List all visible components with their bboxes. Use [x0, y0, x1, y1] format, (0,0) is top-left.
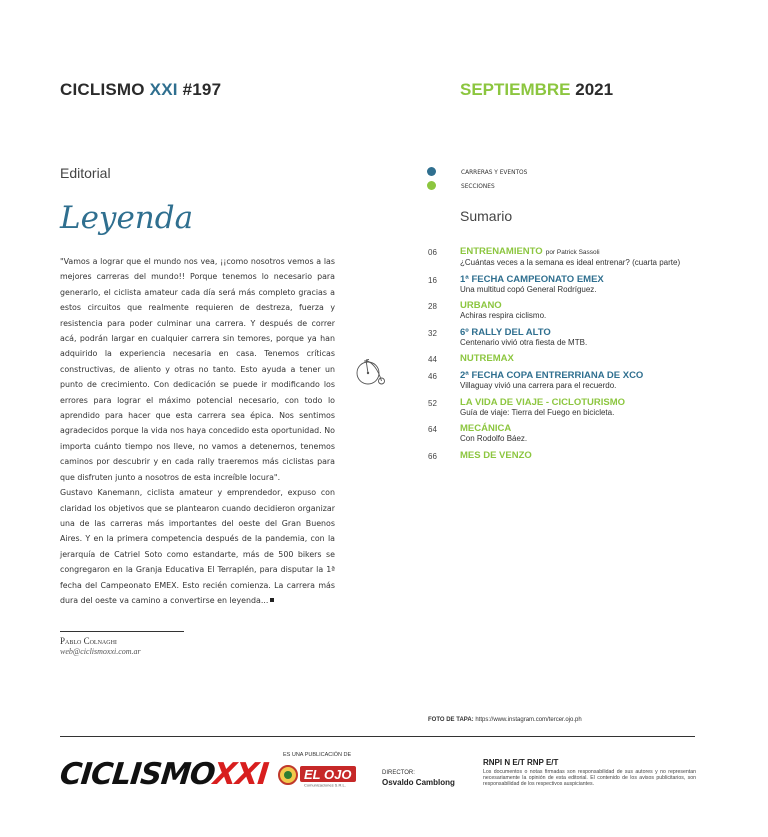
toc-body	[460, 353, 718, 364]
publisher-label: ES UNA PUBLICACIÓN DE	[283, 752, 352, 758]
toc-page-number: 52	[428, 398, 437, 408]
editorial-paragraph	[60, 485, 335, 608]
magazine-name: CICLISMO	[60, 80, 145, 99]
toc-item[interactable]	[428, 327, 718, 348]
legend-dot-icon	[427, 181, 436, 190]
issue-month: SEPTIEMBRE	[460, 80, 571, 99]
toc-item[interactable]	[428, 274, 718, 295]
toc-body	[460, 397, 718, 418]
ciclismo-xxi-logo	[58, 757, 269, 792]
toc-description: Centenario vivió otra fiesta de MTB.	[460, 337, 588, 347]
editorial-paragraph: "Vamos a lograr que el mundo nos vea, ¡¡como nosotros vemos a las mejores carreras del mundo!! Porque tenemos lo necesario para generarlo, el ciclista amateur cada día será más completo gracias a estos circuitos que realmente requieren de destreza, fuerza y resistencia para poder culminar una carrera. Y después de correr acá, podrán largar en cualquier carrera sin temores, porque ya han adquirido la experiencia necesaria en casa. Tenemos críticas constructivas, de aliento y otras no tanto. Esto ayuda a tener un punto de crecimiento. Con dedicación se puede ir modificando los errores para lograr el máximo potencial necesario, con todo lo aprendido para hacer que esta carrera sea épica. Nos sentimos agradecidos porque la vida nos haya concedido esta oportunidad. No importa cuánto tiempo nos lleve, no vamos a detenernos, tenemos caminos por descubrir y en cada rally traeremos más ciclistas para que disfruten junto a nosotros de esta increíble locura".	[60, 257, 335, 482]
toc-body	[460, 246, 718, 268]
toc-item[interactable]	[428, 300, 718, 321]
el-ojo-logo	[278, 763, 358, 787]
footer-divider	[60, 736, 695, 737]
sumario-title: Sumario	[460, 208, 513, 224]
author-name: Pablo Colnaghi	[60, 636, 117, 646]
toc-item[interactable]	[428, 246, 718, 268]
toc-page-number: 16	[428, 275, 437, 285]
legend	[427, 165, 527, 193]
legal-disclaimer: Los documentos o notas firmadas son responsabilidad de sus autores y no representan necesariamente la opinión de esta editorial. El contenido de los avisos publicitarios, son responsabilidad de los respectivos auspiciantes.	[483, 769, 696, 787]
magazine-issue-heading	[60, 80, 221, 100]
toc-description: Villaguay vivió una carrera para el recuerdo.	[460, 381, 617, 390]
toc-title-text: ENTRENAMIENTO	[460, 246, 543, 257]
toc-body	[460, 370, 718, 391]
logo-main: CICLISMO	[58, 757, 216, 792]
legend-dot-icon	[427, 167, 436, 176]
director-name: Osvaldo Camblong	[382, 778, 455, 787]
toc-title	[460, 423, 718, 434]
toc-description: Una multitud copó General Rodríguez.	[460, 284, 597, 294]
toc-title-text: 6º RALLY DEL ALTO	[460, 326, 551, 338]
signature-divider	[60, 631, 184, 632]
magazine-xxi: XXI	[149, 80, 178, 99]
toc-title	[460, 397, 718, 408]
logo-xxi: XXI	[211, 757, 270, 792]
editorial-title: Leyenda	[60, 200, 194, 236]
toc-title-text: MECÁNICA	[460, 423, 512, 434]
editorial-section-label: Editorial	[60, 165, 111, 181]
cover-credit-url[interactable]: https://www.instagram.com/tercer.ojo.ph	[475, 717, 582, 723]
toc-item[interactable]	[428, 423, 718, 444]
toc-title	[460, 300, 718, 311]
toc-body	[460, 300, 718, 321]
toc-body	[460, 327, 718, 348]
issue-year: 2021	[575, 80, 614, 99]
toc-page-number: 64	[428, 425, 437, 434]
editorial-body	[60, 254, 335, 608]
toc-title	[460, 370, 718, 381]
toc-title	[460, 450, 718, 461]
toc-item[interactable]	[428, 450, 718, 461]
toc-page-number: 32	[428, 328, 437, 338]
toc-body	[460, 274, 718, 295]
toc-title	[460, 353, 718, 364]
toc-description: Achiras respira ciclismo.	[460, 311, 547, 320]
toc-title-text: MES DE VENZO	[460, 449, 532, 461]
cover-credit-label: FOTO DE TAPA:	[428, 717, 474, 723]
toc-title-text: LA VIDA DE VIAJE - CICLOTURISMO	[460, 396, 626, 408]
legend-item-carreras	[427, 165, 527, 178]
author-email: web@ciclismoxxi.com.ar	[60, 647, 141, 656]
toc-item[interactable]	[428, 370, 718, 391]
toc-byline: por Patrick Sassoli	[545, 249, 600, 256]
toc-description: Con Rodolfo Báez.	[460, 434, 528, 443]
penny-farthing-bicycle-icon	[356, 357, 386, 387]
toc-item[interactable]	[428, 397, 718, 418]
publisher-name: EL OJO	[304, 767, 352, 782]
toc-title-text: 1ª FECHA CAMPEONATO EMEX	[460, 273, 604, 285]
toc-title-text: URBANO	[460, 300, 502, 311]
toc-description: Guía de viaje: Tierra del Fuego en bicicleta.	[460, 407, 615, 417]
issue-number: #197	[182, 80, 222, 99]
issue-date-heading	[460, 80, 613, 100]
toc-title	[460, 327, 718, 338]
toc-body	[460, 450, 718, 461]
toc-item[interactable]	[428, 353, 718, 364]
toc-page-number: 28	[428, 302, 437, 311]
table-of-contents	[428, 246, 718, 467]
registration-number: RNPI N E/T RNP E/T	[483, 758, 559, 767]
toc-page-number: 46	[428, 372, 437, 381]
cover-photo-credit	[428, 717, 582, 723]
toc-title-text: NUTREMAX	[460, 353, 514, 364]
toc-body	[460, 423, 718, 444]
toc-page-number: 66	[428, 451, 437, 461]
legend-label: CARRERAS Y EVENTOS	[461, 167, 528, 176]
director-label: DIRECTOR:	[382, 770, 415, 776]
toc-description: ¿Cuántas veces a la semana es ideal entrenar? (cuarta parte)	[460, 258, 681, 267]
toc-page-number: 44	[428, 355, 437, 364]
legend-label: SECCIONES	[461, 181, 495, 190]
end-mark-icon	[270, 598, 274, 602]
toc-page-number: 06	[428, 248, 437, 257]
toc-title	[460, 274, 718, 285]
legend-item-secciones	[427, 179, 527, 192]
editorial-paragraph-text: Gustavo Kanemann, ciclista amateur y emprendedor, expuso con claridad los objetivos que se plantearon cuando decidieron organizar una de las carreras más importantes del oeste del Gran Buenos Aires. Y en la primera competencia después de la pandemia, con la jerarquía de Catriel Soto como estandarte, más de 500 bikers se congregaron en la Granja Educativa El Terraplén, para disputar la 1ª fecha del Campeonato EMEX. Esto recién comienza. La carrera más dura del oeste va camino a convertirse en leyenda...	[60, 488, 335, 605]
toc-title-text: 2ª FECHA COPA ENTRERRIANA DE XCO	[460, 370, 644, 381]
toc-title	[460, 246, 718, 258]
publisher-subtitle: Comunicaciones S.R.L.	[304, 782, 346, 787]
